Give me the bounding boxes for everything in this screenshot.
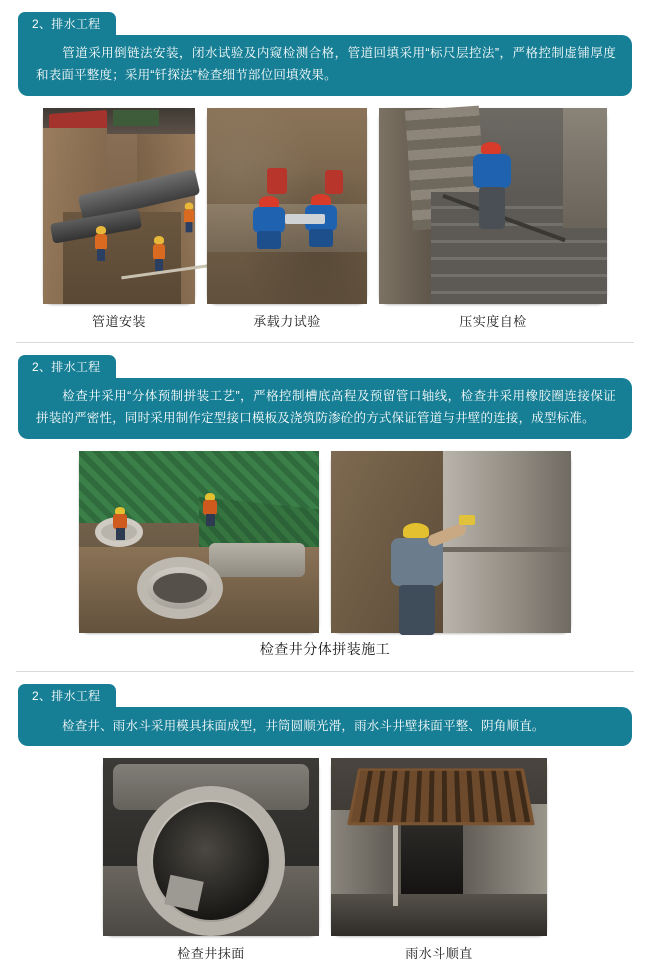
section-2-header	[0, 343, 650, 439]
section-2-header-label: 2、排水工程	[18, 355, 116, 378]
section-manhole-assembly	[0, 343, 650, 659]
rain-inlet-straightness-photo	[331, 758, 547, 936]
section-3-body	[18, 707, 632, 746]
pipe-installation-photo	[43, 108, 195, 304]
bearing-capacity-test-caption: 承载力试验	[253, 314, 321, 329]
photo-cell	[379, 108, 607, 330]
section-1-photo-row	[0, 96, 650, 330]
compaction-self-inspection-caption: 压实度自检	[459, 314, 527, 329]
section-2-body	[18, 378, 632, 439]
section-3-header	[0, 672, 650, 746]
section-1-paragraph: 管道采用倒链法安装，闭水试验及内窥检测合格，管道回填采用“标尺层控法”，严格控制虚铺厚度和表面平整度；采用“钎探法”检查细节部位回填效果。	[36, 46, 616, 82]
section-1-header	[0, 0, 650, 96]
section-3-paragraph: 检查井、雨水斗采用模具抹面成型，井筒圆顺光滑，雨水斗井壁抹面平整、阴角顺直。	[62, 719, 545, 733]
section-3-photo-row	[0, 746, 650, 962]
photo-cell	[103, 758, 319, 962]
section-2-paragraph: 检查井采用“分体预制拼装工艺”，严格控制槽底高程及预留管口轴线，检查井采用橡胶圈连接保证拼装的严密性，同时采用制作定型接口模板及浇筑防渗砼的方式保证管道与井壁的连接，成型标准。	[36, 389, 616, 425]
section-3-header-label: 2、排水工程	[18, 684, 116, 707]
rain-inlet-straightness-caption: 雨水斗顺直	[405, 946, 473, 961]
photo-cell	[207, 108, 367, 330]
section-manhole-plastering	[0, 672, 650, 962]
manhole-shaft-work-photo	[331, 451, 571, 633]
photo-cell	[331, 451, 571, 633]
manhole-assembly-site-photo	[79, 451, 319, 633]
pipe-installation-caption: 管道安装	[91, 314, 146, 329]
section-2-caption-row	[0, 633, 650, 659]
manhole-plastering-photo	[103, 758, 319, 936]
section-drainage-pipeline	[0, 0, 650, 330]
manhole-plastering-caption: 检查井抹面	[177, 946, 245, 961]
photo-cell	[79, 451, 319, 633]
photo-cell	[43, 108, 195, 330]
bearing-capacity-test-photo	[207, 108, 367, 304]
section-1-header-label: 2、排水工程	[18, 12, 116, 35]
photo-cell	[331, 758, 547, 962]
manhole-assembly-caption: 检查井分体拼装施工	[259, 641, 391, 657]
compaction-self-inspection-photo	[379, 108, 607, 304]
section-2-photo-row	[0, 439, 650, 633]
section-1-body	[18, 35, 632, 96]
